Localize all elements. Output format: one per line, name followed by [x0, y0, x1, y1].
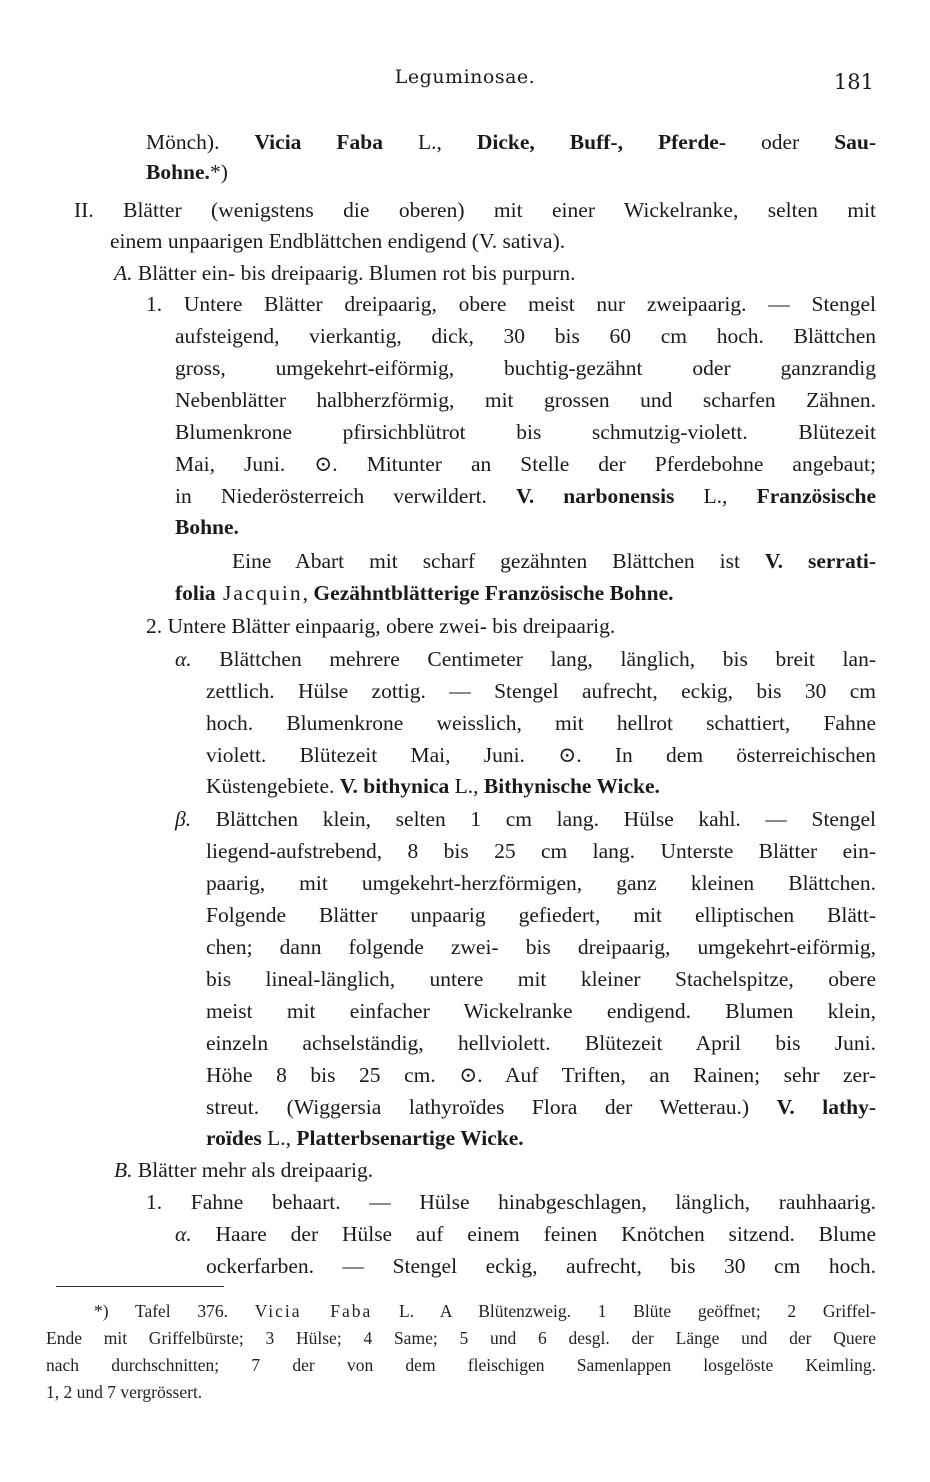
- text-line: einem unpaarigen Endblättchen endigend (V. sativa).: [110, 229, 566, 253]
- species-name: folia: [175, 581, 216, 605]
- text-line: einzeln achselständig, hellviolett. Blütezeit April bis Juni.: [206, 1031, 876, 1055]
- page-number: 181: [833, 70, 874, 94]
- text-line: Mai, Juni. ⊙. Mitunter an Stelle der Pferdebohne angebaut;: [175, 452, 876, 476]
- footnote-line: nach durchschnitten; 7 der von dem fleischigen Samenlappen losgelöste Keimling.: [46, 1355, 876, 1375]
- common-name: Gezähntblätterige Französische Bohne.: [313, 581, 674, 605]
- text-line: in Niederösterreich verwildert. V. narbonensis L., Französische: [175, 484, 876, 508]
- footnote-line: *) Tafel 376. Vicia Faba L. A Blütenzweig. 1 Blüte geöffnet; 2 Griffel-: [94, 1301, 876, 1321]
- text-line: meist mit einfacher Wickelranke endigend. Blumen klein,: [206, 999, 876, 1023]
- species-name: V. serrati-: [764, 549, 876, 573]
- text-line: β. Blättchen klein, selten 1 cm lang. Hülse kahl. — Stengel: [175, 807, 876, 831]
- text-line: 2. Untere Blätter einpaarig, obere zwei- bis dreipaarig.: [146, 614, 616, 638]
- footnote-rule: [56, 1286, 224, 1287]
- subsection-letter: β.: [175, 807, 192, 831]
- text-line: hoch. Blumenkrone weisslich, mit hellrot schattiert, Fahne: [206, 711, 876, 735]
- common-name: Bithynische Wicke.: [483, 774, 660, 798]
- text-line: α. Blättchen mehrere Centimeter lang, länglich, bis breit lan-: [175, 647, 876, 671]
- section-letter: A.: [114, 261, 133, 285]
- species-name: Vicia Faba: [254, 1301, 373, 1321]
- species-name: V. lathy-: [776, 1095, 876, 1119]
- text-line: paarig, mit umgekehrt-herzförmigen, ganz kleinen Blättchen.: [206, 871, 876, 895]
- species-name: roïdes: [206, 1126, 262, 1150]
- text-line: A. Blätter ein- bis dreipaarig. Blumen rot bis purpurn.: [114, 261, 576, 285]
- text-line: roïdes L., Platterbsenartige Wicke.: [206, 1126, 524, 1150]
- text-line: Küstengebiete. V. bithynica L., Bithynische Wicke.: [206, 774, 660, 798]
- species-name: V. bithynica: [339, 774, 450, 798]
- text-line: 1. Untere Blätter dreipaarig, obere meist nur zweipaarig. — Stengel: [146, 292, 876, 316]
- section-letter: B.: [114, 1158, 133, 1182]
- text-line: α. Haare der Hülse auf einem feinen Knötchen sitzend. Blume: [175, 1222, 876, 1246]
- footnote-line: 1, 2 und 7 vergrössert.: [46, 1382, 203, 1402]
- text-line: [146, 158, 228, 186]
- common-name: Platterbsenartige Wicke.: [296, 1126, 524, 1150]
- subsection-letter: α.: [175, 1222, 192, 1246]
- text-line: Blumenkrone pfirsichblütrot bis schmutzig-violett. Blütezeit: [175, 420, 876, 444]
- text-line: folia Jacquin, Gezähntblätterige Französische Bohne.: [175, 581, 674, 605]
- text-line: chen; dann folgende zwei- bis dreipaarig, umgekehrt-eiförmig,: [206, 935, 876, 959]
- species-name: V. narbonensis: [516, 484, 675, 508]
- footnote-line: Ende mit Griffelbürste; 3 Hülse; 4 Same; 5 und 6 desgl. der Länge und der Quere: [46, 1328, 876, 1348]
- text-line: B. Blätter mehr als dreipaarig.: [114, 1158, 374, 1182]
- text-line: streut. (Wiggersia lathyroïdes Flora der Wetterau.) V. lathy-: [206, 1095, 876, 1119]
- common-name: Französische: [756, 484, 876, 508]
- text-line: Eine Abart mit scharf gezähnten Blättchen ist V. serrati-: [232, 549, 876, 573]
- text-line: Höhe 8 bis 25 cm. ⊙. Auf Triften, an Rainen; sehr zer-: [206, 1063, 876, 1087]
- text-line: ockerfarben. — Stengel eckig, aufrecht, bis 30 cm hoch.: [206, 1254, 876, 1278]
- text-line: violett. Blütezeit Mai, Juni. ⊙. In dem österreichischen: [206, 743, 876, 767]
- text-line: Nebenblätter halbherzförmig, mit grossen und scharfen Zähnen.: [175, 388, 876, 412]
- common-name: Sau-: [834, 130, 877, 154]
- text-line: Mönch). Vicia Faba L., Dicke, Buff-, Pferde- oder Sau-: [146, 130, 877, 154]
- text-line: aufsteigend, vierkantig, dick, 30 bis 60 cm hoch. Blättchen: [175, 324, 876, 348]
- species-name: Vicia Faba: [254, 130, 384, 154]
- text-line: zettlich. Hülse zottig. — Stengel aufrecht, eckig, bis 30 cm: [206, 679, 876, 703]
- text-line: II. Blätter (wenigstens die oberen) mit einer Wickelranke, selten mit: [74, 198, 876, 222]
- running-header: Leguminosae.: [394, 66, 536, 88]
- text-line: Folgende Blätter unpaarig gefiedert, mit elliptischen Blätt-: [206, 903, 876, 927]
- text-line: 1. Fahne behaart. — Hülse hinabgeschlagen, länglich, rauhhaarig.: [146, 1190, 876, 1214]
- common-name: Bohne.: [175, 515, 239, 539]
- text-line: liegend-aufstrebend, 8 bis 25 cm lang. Unterste Blätter ein-: [206, 839, 876, 863]
- subsection-letter: α.: [175, 647, 192, 671]
- author-name: Jacquin: [215, 581, 303, 605]
- text-line: gross, umgekehrt-eiförmig, buchtig-gezähnt oder ganzrandig: [175, 356, 876, 380]
- common-name: Dicke, Buff-, Pferde-: [476, 130, 726, 154]
- common-name: Bohne.: [146, 160, 210, 184]
- text-line: bis lineal-länglich, untere mit kleiner Stachelspitze, obere: [206, 967, 876, 991]
- footnote-marker: *): [209, 160, 228, 184]
